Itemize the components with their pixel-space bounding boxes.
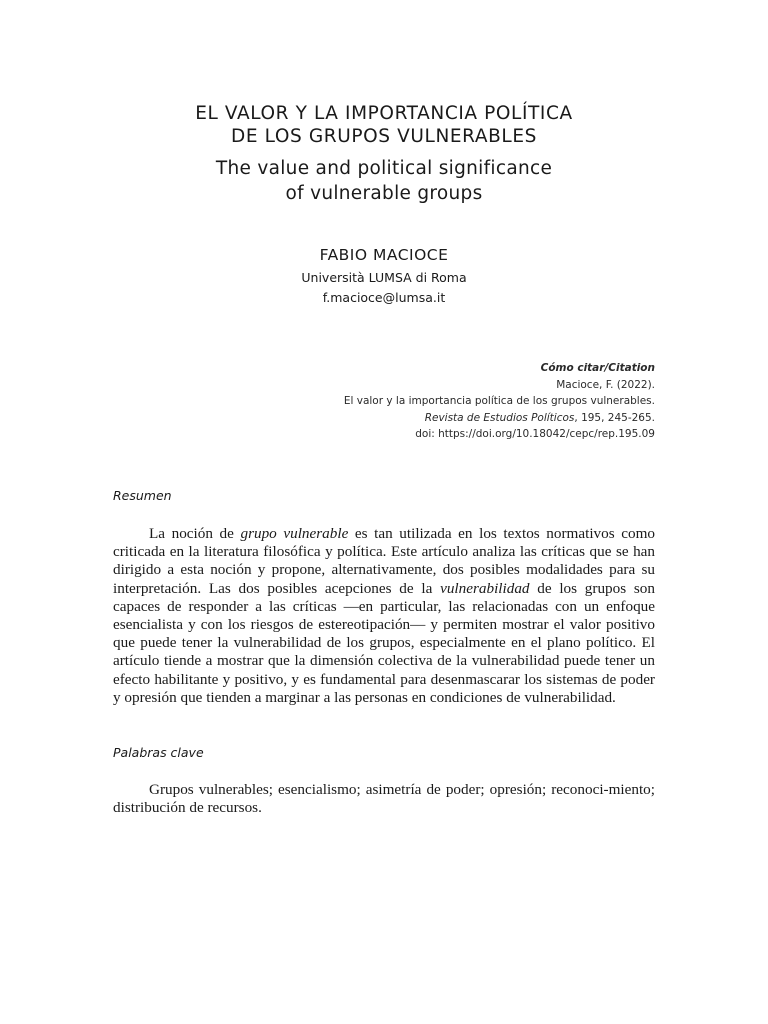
keywords-heading: Palabras clave <box>113 745 204 760</box>
abstract-text-1: La noción de <box>149 525 241 542</box>
author-info <box>0 268 768 308</box>
abstract-term-2: vulnerabilidad <box>440 579 530 597</box>
keywords-paragraph: Grupos vulnerables; esencialismo; asimetría de poder; opresión; reconoci-miento; distribución de recursos. <box>113 781 655 817</box>
citation-journal-details: , 195, 245-265. <box>574 411 655 424</box>
abstract-text-2: es tan utilizada en los textos normativos como criticada en la literatura filosófica y política. Este artículo analiza las críticas que se han dirigido a esta noción y propone, alternativamente, dos posibles modalidades para su interpretación. Las dos posibles acepciones de la <box>113 525 655 597</box>
citation-journal: Revista de Estudios Políticos <box>424 411 575 424</box>
citation-doi[interactable]: doi: https://doi.org/10.18042/cepc/rep.195.09 <box>415 428 655 440</box>
title-spanish-line-2: DE LOS GRUPOS VULNERABLES <box>231 126 537 147</box>
abstract-term-1: grupo vulnerable <box>240 525 349 542</box>
abstract-text-3: de los grupos son capaces de responder a las críticas —en particular, las relacionadas con un enfoque esencialista y con los riesgos de estereotipación— y permiten mostrar el valor positivo que puede tener la vulnerabilidad de los grupos, especialmente en el plano político. El artículo tiende a mostrar que la dimensión colectiva de la vulnerabilidad puede tener un efecto habilitante y positivo, y es fundamental para desenmascarar los sistemas de poder y opresión que tienden a marginar a las personas en condiciones de vulnerabilidad. <box>113 579 655 706</box>
citation-line-1: Macioce, F. (2022). <box>556 378 655 391</box>
abstract-paragraph <box>113 525 655 707</box>
title-english-line-1: The value and political significance <box>215 158 553 179</box>
citation-line-3 <box>344 410 655 427</box>
title-english-line-2: of vulnerable groups <box>285 183 483 204</box>
author-name: FABIO MACIOCE <box>319 246 449 264</box>
author-affiliation: Università LUMSA di Roma <box>301 270 467 285</box>
title-spanish <box>0 102 768 148</box>
title-spanish-line-1: EL VALOR Y LA IMPORTANCIA POLÍTICA <box>195 103 573 124</box>
citation-line-2: El valor y la importancia política de los grupos vulnerables. <box>343 395 655 407</box>
title-english <box>0 156 768 206</box>
author-email[interactable]: f.macioce@lumsa.it <box>322 290 446 305</box>
citation-heading: Cómo citar/Citation <box>540 362 655 374</box>
citation-block <box>344 360 655 443</box>
abstract-heading: Resumen <box>113 488 172 503</box>
